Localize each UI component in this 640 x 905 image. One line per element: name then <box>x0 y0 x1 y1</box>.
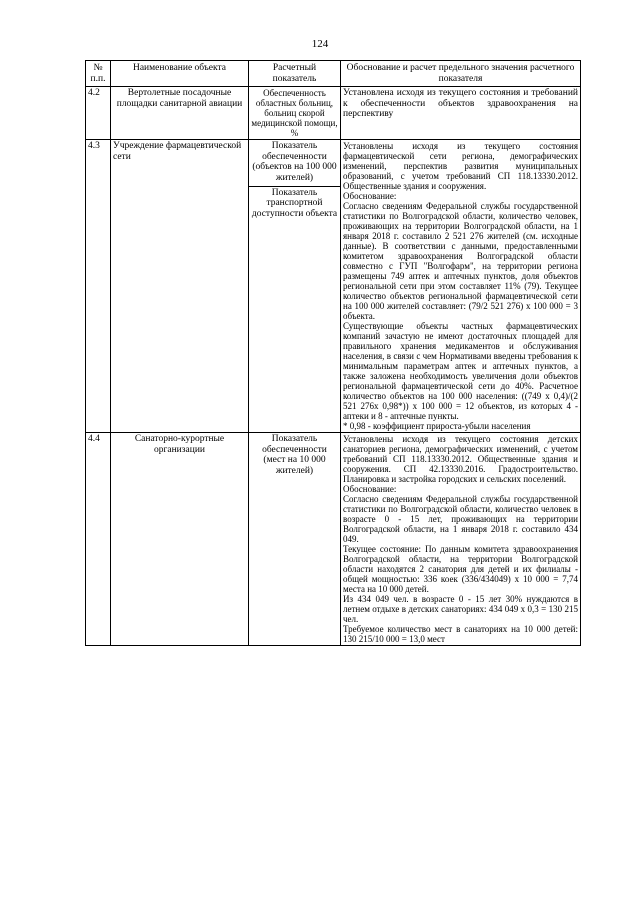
justification-footnote: * 0,98 - коэффициент прироста-убыли населения <box>343 421 531 432</box>
justification-paragraph: Обоснование: <box>343 191 397 202</box>
row-justification <box>341 87 581 140</box>
justification-paragraph: Существующие объекты частных фармацевтических компаний зачастую не имеют достаточных площадей для правильного хранения медикаментов и обслуживания населения, в связи с чем Нормативами введены требования к минимальным параметрам аптек и аптечных пунктов, а также заложена необходимость увеличения доли объектов региональной фармацевтической сети до 40%. Расчетное количество объектов на 100 000 населения: ((749 x 0,4)/(2 521 276x 0,98*)) x 100 000 = 12 объектов, из которых 4 - аптеки и 8 - аптечные пункты. <box>343 321 578 422</box>
normatives-table <box>85 60 581 646</box>
table-header-row <box>86 61 581 87</box>
header-indicator: Расчетный показатель <box>249 61 341 87</box>
row-justification <box>341 433 581 646</box>
justification-paragraph: Обоснование: <box>343 484 397 495</box>
row-indicator: Обеспеченность областных больниц, больниц скорой медицинской помощи, % <box>249 87 341 140</box>
justification-paragraph: Текущее состояние: По данным комитета здравоохранения Волгоградской области, на территории Волгоградской области находятся 2 санатория для детей и их филиалы - общей мощностью: 336 коек (336/434049) x 10 000 = 7,74 места на 10 000 детей. <box>343 544 578 595</box>
justification-paragraph: Из 434 049 чел. в возрасте 0 - 15 лет 30% нуждаются в летнем отдыхе в детских санаториях: 434 049 x 0,3 = 130 215 чел. <box>343 594 578 625</box>
table-row <box>86 87 581 140</box>
row-name: Учреждение фармацевтической сети <box>111 140 249 433</box>
table-row <box>86 433 581 646</box>
row-name: Санаторно-курортные организации <box>111 433 249 646</box>
justification-paragraph: Согласно сведениям Федеральной службы государственной статистики по Волгоградской области, количество человек, проживающих на территории Волгоградской области, на 1 января 2018 г. составило 2 521 276 жителей (см. исходные данные). В соответствии с данными, предоставленными комитетом здравоохранения Волгоградской области совместно с ГУП "Волгофарм", на территории региона размещены 749 аптек и аптечных пунктов, доля объектов региональной сети при этом составляет 11% (79). Текущее количество объектов региональной фармацевтической сети на 100 000 жителей составляет: (79/2 521 276) x 100 000 = 3 объекта. <box>343 201 578 322</box>
justification-paragraph: Требуемое количество мест в санаториях на 10 000 детей: 130 215/10 000 = 13,0 мест <box>343 624 578 645</box>
header-justification: Обоснование и расчет предельного значения расчетного показателя <box>341 61 581 87</box>
row-justification <box>341 140 581 433</box>
row-num: 4.2 <box>86 87 111 140</box>
header-name: Наименование объекта <box>111 61 249 87</box>
justification-paragraph: Установлена исходя из текущего состояния и требований к обеспеченности объектов здравоохранения на перспективу <box>343 88 578 120</box>
indicator-secondary: Показатель транспортной доступности объекта <box>249 186 340 220</box>
row-indicator: Показатель обеспеченности (мест на 10 000 жителей) <box>249 433 341 646</box>
row-indicator <box>249 140 341 433</box>
row-name: Вертолетные посадочные площадки санитарной авиации <box>111 87 249 140</box>
indicator-primary: Показатель обеспеченности (объектов на 100 000 жителей) <box>252 141 337 183</box>
header-num: № п.п. <box>86 61 111 87</box>
row-num: 4.3 <box>86 140 111 433</box>
row-num: 4.4 <box>86 433 111 646</box>
justification-paragraph: Согласно сведениям Федеральной службы государственной статистики по Волгоградской области, количество человек в возрасте 0 - 15 лет, проживающих на территории Волгоградской области, на 1 января 2018 г. составило 434 049. <box>343 494 578 545</box>
justification-paragraph: Установлены исходя из текущего состояния фармацевтической сети региона, демографических изменений, перспектив развития муниципальных образований, с учетом требований СП 118.13330.2012. Общественные здания и сооружения. <box>343 141 578 192</box>
page-number: 124 <box>311 38 329 50</box>
table-row <box>86 140 581 433</box>
justification-paragraph: Установлены исходя из текущего состояния детских санаториев региона, демографических изменений, с учетом требований СП 118.13330.2012. Общественные здания и сооружения. СП 42.13330.2016. Градостроительство. Планировка и застройка городских и сельских поселений. <box>343 434 578 485</box>
